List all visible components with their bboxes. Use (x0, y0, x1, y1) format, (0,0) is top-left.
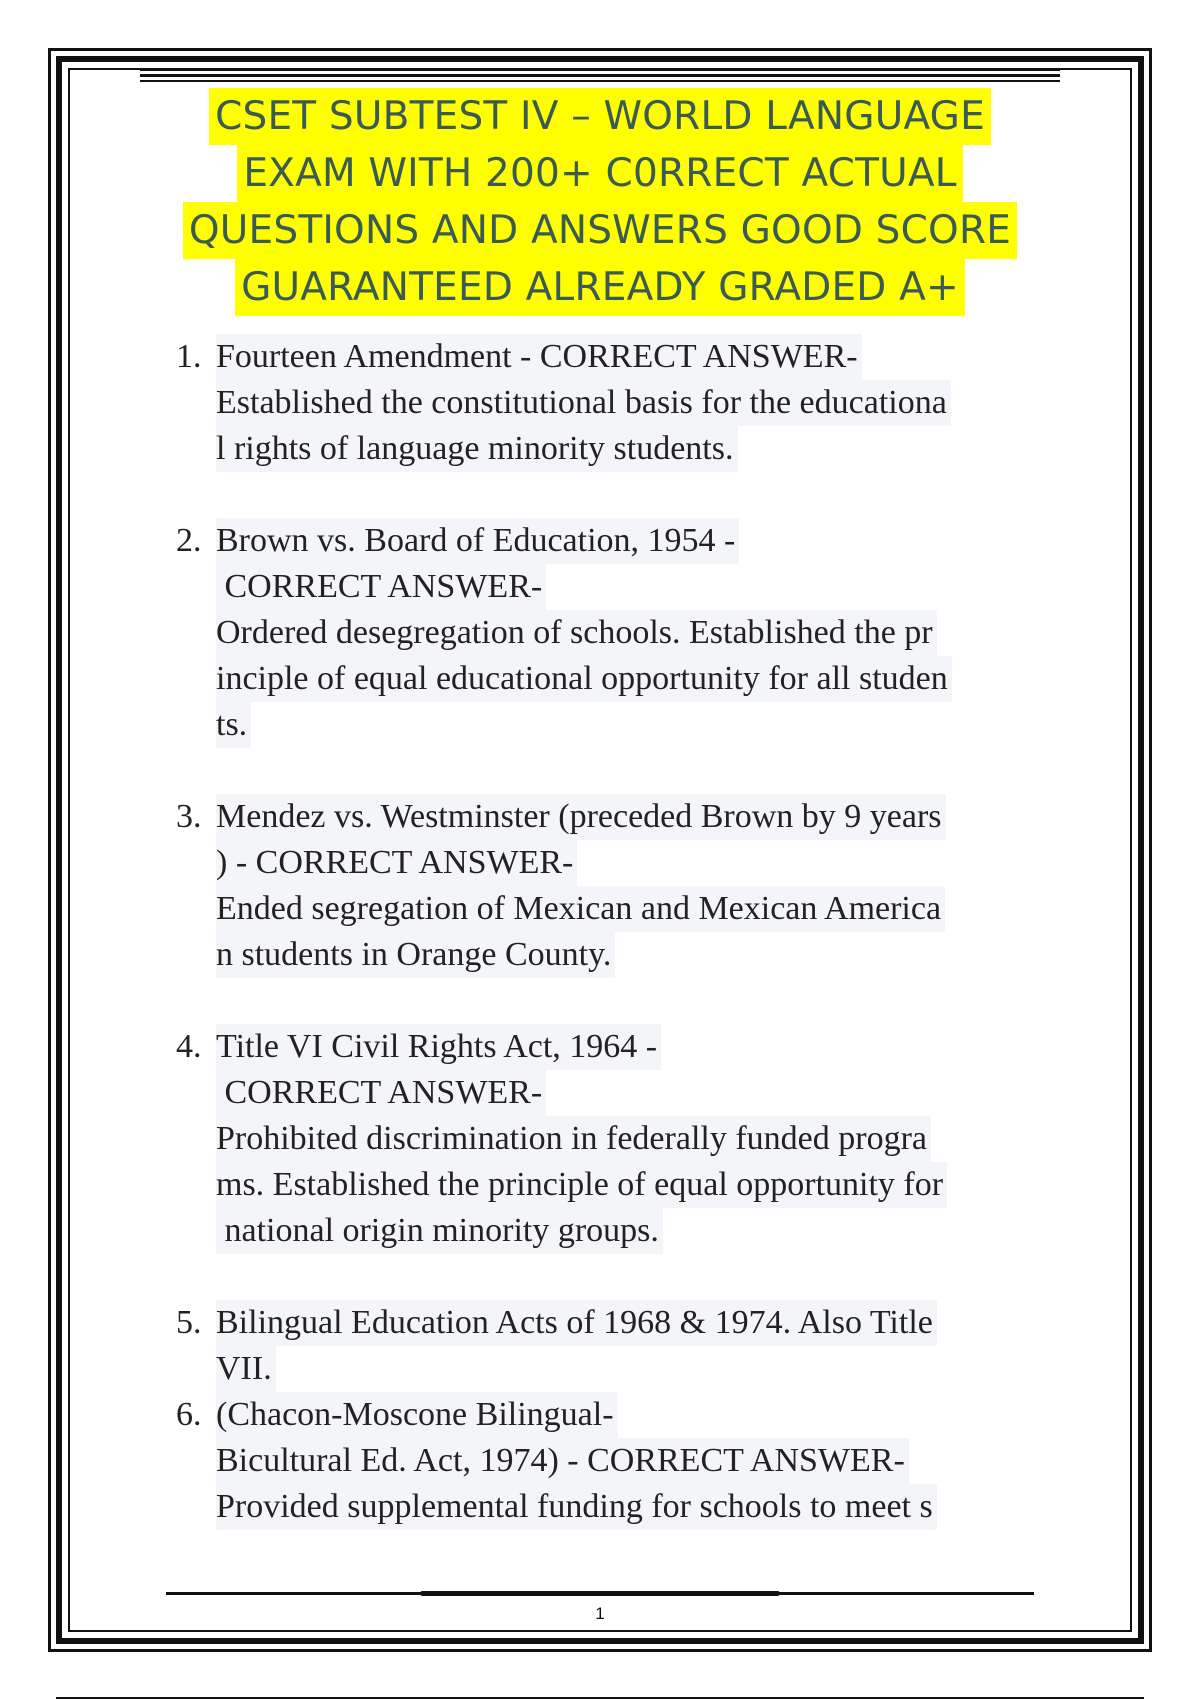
item-text-line: Ended segregation of Mexican and Mexican America (216, 886, 945, 932)
item-text-line: VII. (216, 1346, 276, 1392)
item-text-line: ms. Established the principle of equal opportunity for (216, 1162, 947, 1208)
item-text-line: Title VI Civil Rights Act, 1964 - (216, 1024, 661, 1070)
document-title (150, 88, 1050, 316)
item-text-line: CORRECT ANSWER- (216, 1070, 546, 1116)
list-item (176, 1024, 1076, 1254)
item-text-line: l rights of language minority students. (216, 426, 738, 472)
item-number: 3. (176, 798, 202, 835)
item-text-line: Bicultural Ed. Act, 1974) - CORRECT ANSWER- (216, 1438, 909, 1484)
list-item (176, 1300, 1076, 1392)
item-number: 6. (176, 1396, 202, 1433)
title-line: GUARANTEED ALREADY GRADED A+ (235, 259, 965, 316)
item-text-line: ) - CORRECT ANSWER- (216, 840, 577, 886)
item-text-line: Provided supplemental funding for schools to meet s (216, 1484, 937, 1530)
header-rule (140, 80, 1060, 82)
item-text-line: n students in Orange County. (216, 932, 615, 978)
title-line: CSET SUBTEST IV – WORLD LANGUAGE (209, 88, 991, 145)
footer-rule-accent (420, 1591, 780, 1596)
title-line: QUESTIONS AND ANSWERS GOOD SCORE (183, 202, 1017, 259)
list-item (176, 518, 1076, 748)
title-line: EXAM WITH 200+ C0RRECT ACTUAL (237, 145, 962, 202)
next-page-edge (56, 1697, 1144, 1699)
list-item (176, 1392, 1076, 1530)
item-text-line: national origin minority groups. (216, 1208, 663, 1254)
item-text-line: CORRECT ANSWER- (216, 564, 546, 610)
item-text-line: Fourteen Amendment - CORRECT ANSWER- (216, 334, 862, 380)
spacer (176, 978, 1076, 1024)
item-number: 2. (176, 522, 202, 559)
page-number: 1 (595, 1604, 605, 1623)
item-text-line: Established the constitutional basis for the educationa (216, 380, 951, 426)
item-number: 1. (176, 338, 202, 375)
item-text-line: inciple of equal educational opportunity for all studen (216, 656, 952, 702)
item-text-line: (Chacon-Moscone Bilingual- (216, 1392, 618, 1438)
spacer (176, 1254, 1076, 1300)
header-rule (140, 74, 1060, 77)
item-text-line: Bilingual Education Acts of 1968 & 1974. Also Title (216, 1300, 937, 1346)
item-number: 4. (176, 1028, 202, 1065)
list-item (176, 794, 1076, 978)
item-text-line: Ordered desegregation of schools. Established the pr (216, 610, 937, 656)
spacer (176, 748, 1076, 794)
item-text-line: ts. (216, 702, 251, 748)
header-rule (140, 68, 1060, 71)
question-answer-list (176, 334, 1076, 1530)
item-text-line: Brown vs. Board of Education, 1954 - (216, 518, 739, 564)
spacer (176, 472, 1076, 518)
list-item (176, 334, 1076, 472)
item-number: 5. (176, 1304, 202, 1341)
item-text-line: Mendez vs. Westminster (preceded Brown by 9 years (216, 794, 946, 840)
item-text-line: Prohibited discrimination in federally funded progra (216, 1116, 931, 1162)
